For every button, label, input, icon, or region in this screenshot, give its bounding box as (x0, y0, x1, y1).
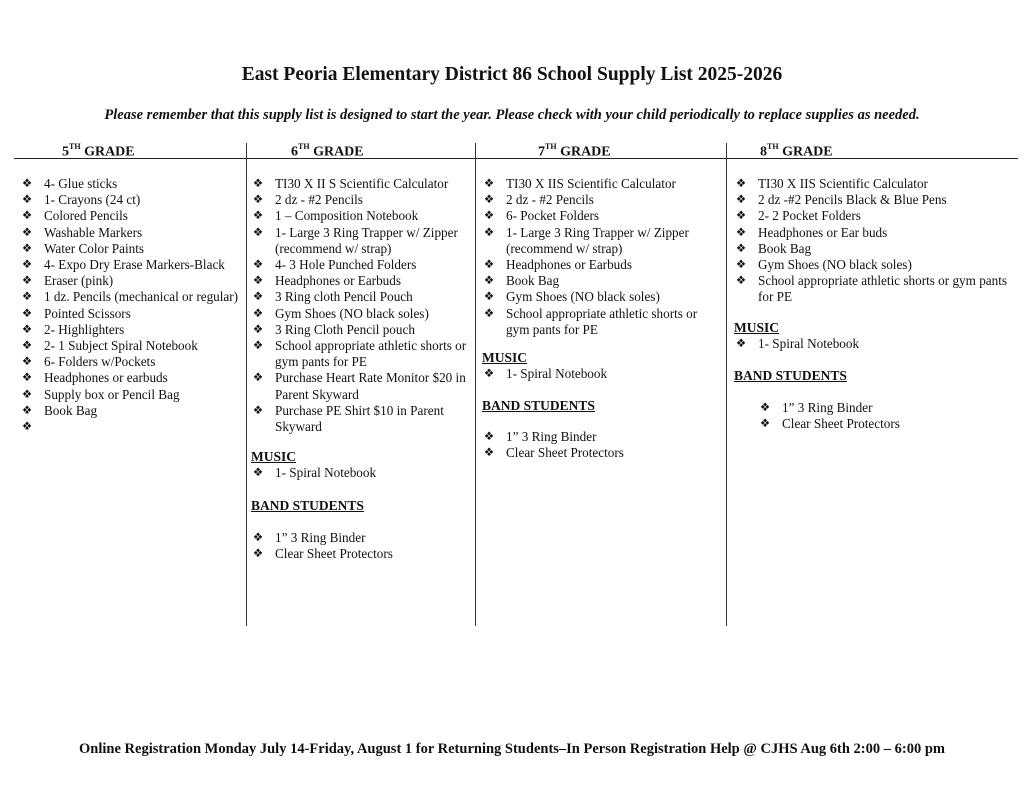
bullet-icon: ❖ (759, 418, 771, 431)
list-item: ❖ Colored Pencils (21, 208, 128, 224)
bullet-icon: ❖ (483, 291, 495, 304)
list-item: ❖ School appropriate athletic shorts or gym pants for PE (483, 305, 698, 337)
band-students-heading: BAND STUDENTS (251, 497, 364, 513)
list-item: ❖ TI30 X IIS Scientific Calculator (483, 176, 676, 191)
list-item: ❖ Water Color Paints (21, 240, 145, 256)
bullet-icon: ❖ (21, 194, 33, 207)
list-item: ❖ 3 Ring cloth Pencil Pouch (252, 289, 413, 305)
band-supply-list (251, 530, 471, 562)
bullet-icon: ❖ (483, 446, 495, 459)
grade-5-column (20, 140, 242, 434)
bullet-icon: ❖ (483, 194, 495, 207)
supply-list-note: Please remember that this supply list is designed to start the year. Please check with your child periodically to replace supplies as needed. (104, 107, 920, 123)
list-item: ❖ School appropriate athletic shorts or gym pants for PE (735, 273, 1008, 305)
list-item: ❖ 2- 2 Pocket Folders (735, 208, 861, 224)
bullet-icon: ❖ (483, 368, 495, 381)
bullet-icon: ❖ (735, 226, 747, 239)
bullet-icon: ❖ (21, 178, 33, 190)
list-item: ❖ 1- Spiral Notebook (483, 366, 608, 382)
list-item: ❖ 4- 3 Hole Punched Folders (252, 257, 417, 273)
bullet-icon: ❖ (252, 531, 264, 544)
list-item: ❖ 2 dz - #2 Pencils (483, 192, 594, 208)
bullet-icon: ❖ (252, 404, 264, 417)
music-heading: MUSIC (734, 319, 780, 335)
grade-5-heading: 5TH GRADE (62, 142, 135, 160)
bullet-icon: ❖ (252, 467, 264, 480)
list-item: ❖ 2- 1 Subject Spiral Notebook (21, 338, 198, 354)
grade-6-heading: 6TH GRADE (291, 142, 364, 160)
music-supply-list (482, 366, 720, 382)
grade-5-supply-list (20, 176, 242, 434)
list-item: ❖ 1 – Composition Notebook (252, 208, 419, 224)
bullet-icon: ❖ (21, 242, 33, 255)
list-item: ❖ 1- Crayons (24 ct) (21, 192, 141, 208)
bullet-icon: ❖ (735, 259, 747, 272)
grade-8-column (734, 140, 1014, 433)
bullet-icon: ❖ (21, 340, 33, 353)
bullet-icon: ❖ (21, 291, 33, 304)
bullet-icon: ❖ (252, 307, 264, 320)
list-item: ❖ 3 Ring Cloth Pencil pouch (252, 321, 415, 337)
list-item: ❖ Eraser (pink) (21, 273, 114, 289)
music-supply-list (251, 465, 471, 481)
bullet-icon: ❖ (21, 404, 33, 417)
list-item: ❖ Clear Sheet Protectors (759, 416, 900, 432)
list-item: ❖ 4- Expo Dry Erase Markers-Black (21, 257, 225, 273)
bullet-icon: ❖ (735, 242, 747, 255)
bullet-icon: ❖ (21, 259, 33, 272)
list-item: ❖ 6- Pocket Folders (483, 208, 600, 224)
bullet-icon: ❖ (483, 178, 495, 190)
list-item: ❖ 1 dz. Pencils (mechanical or regular) (21, 289, 239, 305)
list-item: ❖ TI30 X II S Scientific Calculator (252, 176, 449, 191)
band-students-heading: BAND STUDENTS (482, 398, 595, 414)
list-item: ❖ 1- Large 3 Ring Trapper w/ Zipper (recommend w/ strap) (483, 224, 689, 256)
music-supply-list (734, 336, 1014, 352)
list-item: ❖ 1” 3 Ring Binder (252, 529, 366, 545)
band-students-heading: BAND STUDENTS (734, 368, 847, 384)
registration-footer: Online Registration Monday July 14-Friday, August 1 for Returning Students–In Person Registration Help @ CJHS Aug 6th 2:00 – 6:00 pm (79, 741, 945, 757)
grade-6-supply-list (251, 176, 471, 435)
bullet-icon: ❖ (21, 210, 33, 223)
bullet-icon: ❖ (21, 226, 33, 239)
grade-7-supply-list (482, 176, 720, 338)
bullet-icon: ❖ (735, 275, 747, 288)
list-item: ❖ 1” 3 Ring Binder (483, 428, 597, 444)
list-item: ❖ Book Bag (21, 402, 98, 418)
list-item: ❖ Gym Shoes (NO black soles) (252, 305, 429, 321)
grade-7-heading: 7TH GRADE (538, 142, 611, 160)
list-item: ❖ 4- Glue sticks (21, 176, 118, 191)
bullet-icon: ❖ (252, 323, 264, 336)
bullet-icon: ❖ (252, 372, 264, 385)
list-item: ❖ Headphones or Earbuds (483, 257, 632, 273)
music-heading: MUSIC (251, 449, 297, 465)
list-item: ❖ Headphones or Ear buds (735, 224, 888, 240)
bullet-icon: ❖ (483, 226, 495, 239)
list-item: ❖ Gym Shoes (NO black soles) (483, 289, 660, 305)
bullet-icon: ❖ (21, 388, 33, 401)
list-item: ❖ 2 dz - #2 Pencils (252, 192, 363, 208)
bullet-icon: ❖ (21, 275, 33, 288)
band-supply-list (482, 429, 720, 461)
list-item: ❖ 2- Highlighters (21, 321, 125, 337)
column-divider (475, 143, 476, 626)
bullet-icon: ❖ (252, 178, 264, 190)
bullet-icon: ❖ (252, 194, 264, 207)
bullet-icon: ❖ (759, 402, 771, 415)
list-item: ❖ Gym Shoes (NO black soles) (735, 257, 912, 273)
bullet-icon: ❖ (21, 323, 33, 336)
list-item: ❖ 6- Folders w/Pockets (21, 354, 156, 370)
list-item: ❖ Pointed Scissors (21, 305, 131, 321)
list-item: ❖ TI30 X IIS Scientific Calculator (735, 176, 928, 191)
list-item: ❖ Supply box or Pencil Bag (21, 386, 180, 402)
band-supply-list (758, 400, 1014, 432)
list-item: ❖ Washable Markers (21, 224, 143, 240)
list-item: ❖ 1- Large 3 Ring Trapper w/ Zipper (recommend w/ strap) (252, 224, 458, 256)
list-item: ❖ 1- Spiral Notebook (252, 465, 377, 481)
bullet-icon: ❖ (735, 210, 747, 223)
list-item: ❖ Clear Sheet Protectors (252, 546, 393, 562)
list-item: ❖ 1- Spiral Notebook (735, 335, 860, 351)
bullet-icon: ❖ (252, 275, 264, 288)
list-item: ❖ 1” 3 Ring Binder (759, 400, 873, 416)
bullet-icon: ❖ (252, 210, 264, 223)
list-item: ❖ Clear Sheet Protectors (483, 444, 624, 460)
bullet-icon: ❖ (252, 291, 264, 304)
grade-8-heading: 8TH GRADE (760, 142, 833, 160)
bullet-icon: ❖ (252, 226, 264, 239)
bullet-icon: ❖ (21, 307, 33, 320)
list-item: ❖ Book Bag (735, 240, 812, 256)
bullet-icon: ❖ (483, 307, 495, 320)
bullet-icon: ❖ (483, 210, 495, 223)
list-item: ❖ Headphones or Earbuds (252, 273, 401, 289)
bullet-icon: ❖ (735, 178, 747, 190)
bullet-icon: ❖ (21, 372, 33, 385)
music-heading: MUSIC (482, 350, 528, 366)
list-item: ❖ 2 dz -#2 Pencils Black & Blue Pens (735, 192, 947, 208)
list-item: ❖ Purchase PE Shirt $10 in Parent Skyward (252, 402, 444, 435)
grade-6-column (251, 140, 471, 562)
bullet-icon: ❖ (252, 340, 264, 353)
grade-8-supply-list (734, 176, 1014, 306)
bullet-icon: ❖ (252, 259, 264, 272)
bullet-icon: ❖ (483, 259, 495, 272)
grade-7-column (482, 140, 720, 461)
bullet-icon: ❖ (483, 430, 495, 443)
column-divider (726, 143, 727, 626)
list-item: ❖ School appropriate athletic shorts or gym pants for PE (252, 338, 467, 370)
bullet-icon: ❖ (21, 356, 33, 369)
column-divider (246, 143, 247, 626)
bullet-icon: ❖ (21, 421, 33, 434)
page-title: East Peoria Elementary District 86 School Supply List 2025-2026 (241, 64, 783, 85)
list-item: ❖ Purchase Heart Rate Monitor $20 in Parent Skyward (252, 370, 466, 402)
bullet-icon: ❖ (735, 194, 747, 207)
bullet-icon: ❖ (252, 548, 264, 561)
bullet-icon: ❖ (735, 337, 747, 350)
list-item: ❖ Headphones or earbuds (21, 370, 168, 386)
list-item: ❖ Book Bag (483, 273, 560, 289)
bullet-icon: ❖ (483, 275, 495, 288)
